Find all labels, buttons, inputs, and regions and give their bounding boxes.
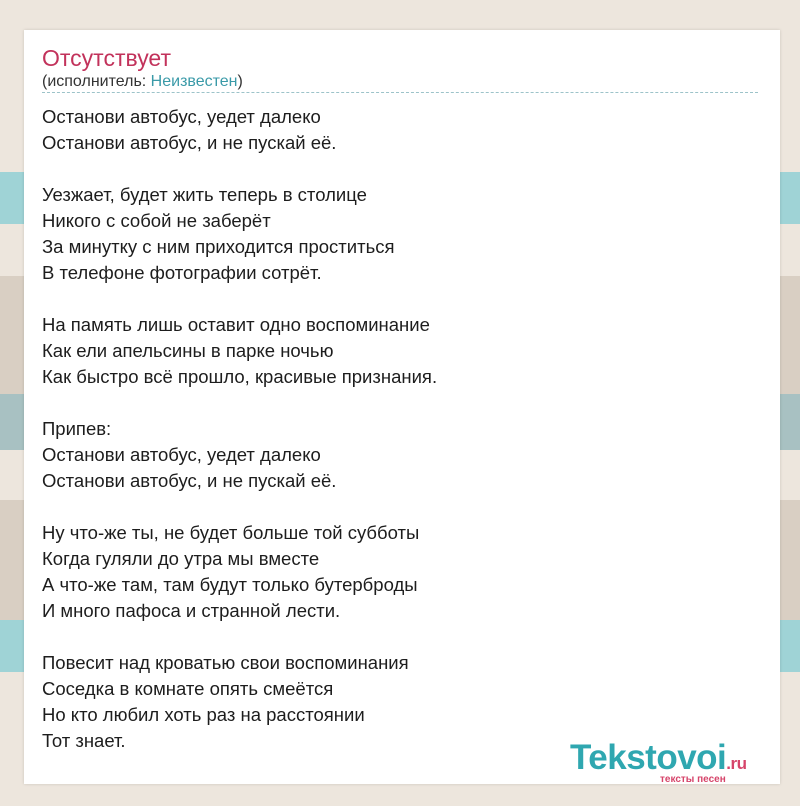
lyric-line: Уезжает, будет жить теперь в столице (42, 184, 367, 205)
lyrics-text (42, 104, 762, 754)
lyric-line: И много пафоса и странной лести. (42, 600, 341, 621)
lyric-line: Ну что-же ты, не будет больше той субботы (42, 522, 420, 543)
stanza-gap (42, 390, 762, 416)
site-logo[interactable] (570, 738, 780, 784)
artist-line (42, 72, 243, 92)
lyric-line: Повесит над кроватью свои воспоминания (42, 652, 409, 673)
lyric-line: Останови автобус, и не пускай её. (42, 132, 337, 153)
logo-name: Tekstovoi (570, 738, 727, 777)
stanza-gap (42, 624, 762, 650)
lyric-line: Останови автобус, уедет далеко (42, 106, 321, 127)
lyric-line: Когда гуляли до утра мы вместе (42, 548, 320, 569)
lyric-line: Тот знает. (42, 730, 126, 751)
lyric-line: Припев: (42, 418, 112, 439)
lyric-line: За минутку с ним приходится проститься (42, 236, 395, 257)
lyric-line: Но кто любил хоть раз на расстоянии (42, 704, 365, 725)
title-divider (42, 92, 758, 93)
logo-suffix: .ru (726, 754, 747, 773)
lyric-line: Как ели апельсины в парке ночью (42, 340, 334, 361)
artist-suffix: ) (237, 73, 243, 90)
lyric-line: Останови автобус, уедет далеко (42, 444, 321, 465)
lyric-line: На память лишь оставит одно воспоминание (42, 314, 430, 335)
song-title: Отсутствует (42, 45, 171, 71)
lyric-line: Останови автобус, и не пускай её. (42, 470, 337, 491)
lyrics-card (24, 30, 780, 784)
lyric-line: В телефоне фотографии сотрёт. (42, 262, 322, 283)
artist-link[interactable]: Неизвестен (150, 73, 238, 90)
stanza-gap (42, 156, 762, 182)
lyric-line: Соседка в комнате опять смеётся (42, 678, 334, 699)
stanza-gap (42, 286, 762, 312)
lyric-line: А что-же там, там будут только бутерброды (42, 574, 418, 595)
logo-tagline: тексты песен (660, 774, 726, 785)
stanza-gap (42, 494, 762, 520)
lyric-line: Как быстро всё прошло, красивые признания. (42, 366, 438, 387)
artist-prefix: (исполнитель: (42, 73, 151, 90)
lyric-line: Никого с собой не заберёт (42, 210, 271, 231)
